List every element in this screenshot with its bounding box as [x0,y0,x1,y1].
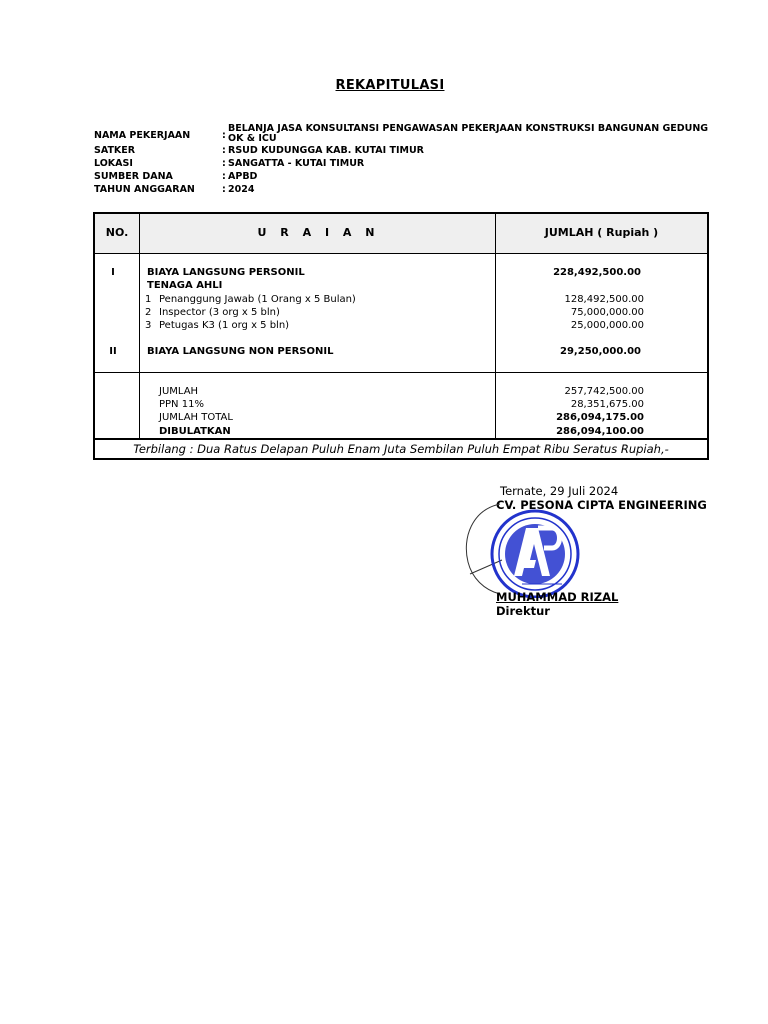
header-jumlah: JUMLAH ( Rupiah ) [544,226,659,239]
item-amount: 25,000,000.00 [570,320,644,331]
info-label: TAHUN ANGGARAN [94,184,195,195]
item-description: Inspector (3 org x 5 bln) [159,307,280,318]
info-value: BELANJA JASA KONSULTANSI PENGAWASAN PEKERJAAN KONSTRUKSI BANGUNAN GEDUNG OK & ICU [228,123,709,144]
info-label: LOKASI [94,158,133,169]
info-row-tahun-anggaran [94,183,714,196]
info-colon: : [222,130,226,141]
summary-value: 257,742,500.00 [564,386,644,397]
summary-value: 28,351,675.00 [570,399,644,410]
item-number: 3 [145,320,152,331]
info-row-nama-pekerjaan [94,124,714,144]
header-uraian: U R A I A N [257,226,378,239]
place-date: Ternate, 29 Juli 2024 [500,484,619,498]
summary-label: DIBULATKAN [159,426,231,437]
company-stamp-icon [462,498,582,598]
section-title: BIAYA LANGSUNG NON PERSONIL [147,346,334,357]
terbilang-text: Dua Ratus Delapan Puluh Enam Juta Sembilan Puluh Empat Ribu Seratus Rupiah,- [197,442,669,456]
info-colon: : [222,145,226,156]
summary-value: 286,094,175.00 [556,412,644,423]
terbilang-label: Terbilang : [133,442,194,456]
recap-table [93,212,709,460]
section-number: II [109,346,117,357]
info-colon: : [222,171,226,182]
info-label: SATKER [94,145,136,156]
item-amount: 128,492,500.00 [564,294,644,305]
info-value: 2024 [228,184,255,195]
item-amount: 75,000,000.00 [570,307,644,318]
summary-label: JUMLAH TOTAL [159,412,233,423]
header-no: NO. [105,226,129,239]
row-divider [95,438,707,440]
item-description: Petugas K3 (1 org x 5 bln) [159,320,290,331]
column-divider [139,214,140,438]
info-value: SANGATTA - KUTAI TIMUR [228,158,365,169]
document-title: REKAPITULASI [335,78,445,93]
summary-label: JUMLAH [159,386,199,397]
info-row-lokasi [94,157,714,170]
info-colon: : [222,184,226,195]
info-row-satker [94,144,714,157]
company-name: CV. PESONA CIPTA ENGINEERING [496,498,707,512]
item-number: 1 [145,294,152,305]
summary-label: PPN 11% [159,399,204,410]
info-colon: : [222,158,226,169]
info-row-sumber-dana [94,170,714,183]
section-subtitle: TENAGA AHLI [147,280,223,291]
section-number: I [111,267,115,278]
section-title: BIAYA LANGSUNG PERSONIL [147,267,305,278]
section-total: 228,492,500.00 [553,267,641,278]
column-divider [495,214,496,438]
row-divider [95,372,707,373]
info-value: APBD [228,171,258,182]
item-number: 2 [145,307,152,318]
summary-value: 286,094,100.00 [556,426,644,437]
info-label: SUMBER DANA [94,171,173,182]
terbilang-row [95,442,707,456]
signer-name: MUHAMMAD RIZAL [496,590,619,604]
info-value: RSUD KUDUNGGA KAB. KUTAI TIMUR [228,145,424,156]
section-total: 29,250,000.00 [560,346,641,357]
item-description: Penanggung Jawab (1 Orang x 5 Bulan) [159,294,356,305]
project-info [94,124,714,196]
signer-position: Direktur [496,604,550,618]
info-label: NAMA PEKERJAAN [94,130,191,141]
